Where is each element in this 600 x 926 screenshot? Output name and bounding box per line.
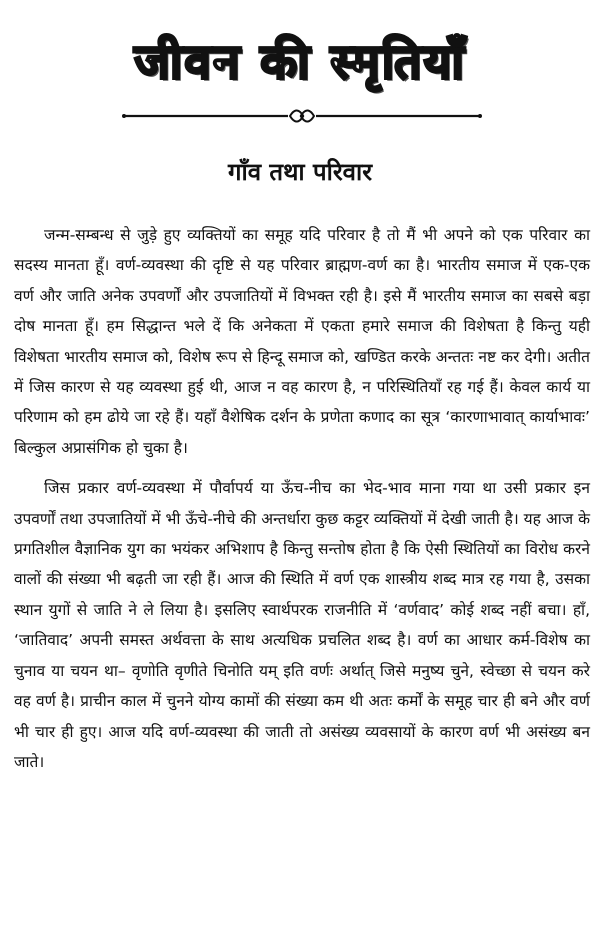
paragraph: जिस प्रकार वर्ण-व्यवस्था में पौर्वापर्य या ऊँच-नीच का भेद-भाव माना गया था उसी प्रकार इन उपवर्णों तथा उपजातियों में भी ऊँचे-नीचे की अन्तर्धारा कुछ कट्टर व्यक्तियों में देखी जाती है। यह आज के प्रगतिशील वैज्ञानिक युग का भयंकर अभिशाप है किन्तु सन्तोष होता है कि ऐसी स्थितियों का विरोध करने वालों की संख्या भी बढ़ती जा रही हैं। आज की स्थिति में वर्ण एक शास्त्रीय शब्द मात्र रह गया है, उसका स्थान युगों से जाति ने ले लिया है। इसलिए स्वार्थपरक राजनीति में ‘वर्णवाद’ कोई शब्द नहीं बचा। हाँ, ‘जातिवाद’ अपनी समस्त अर्थवत्ता के साथ अत्यधिक प्रचलित शब्द है। वर्ण का आधार कर्म-विशेष का चुनाव या चयन था– वृणोति वृणीते चिनोति यम् इति वर्णः अर्थात् जिसे मनुष्य चुने, स्वेच्छा से चयन करे वह वर्ण है। प्राचीन काल में चुनने योग्य कामों की संख्या कम थी अतः कर्मों के समूह चार ही बने और वर्ण भी चार ही हुए। आज यदि वर्ण-व्यवस्था की जाती तो असंख्य व्यवसायों के कारण वर्ण भी असंख्य बन जाते। <box>14 479 591 771</box>
chapter-title: जीवन की स्मृतियाँ <box>134 34 466 90</box>
body-text <box>14 220 590 777</box>
paragraph: जन्म-सम्बन्ध से जुड़े हुए व्यक्तियों का समूह यदि परिवार है तो मैं भी अपने को एक परिवार का सदस्य मानता हूँ। वर्ण-व्यवस्था की दृष्टि से यह परिवार ब्राह्मण-वर्ण का है। भारतीय समाज में एक-एक वर्ण और जाति अनेक उपवर्णों और उपजातियों में विभक्त रही है। इसे मैं भारतीय समाज का सबसे बड़ा दोष मानता हूँ। हम सिद्धान्त भले दें कि अनेकता में एकता हमारे समाज की विशेषता है किन्तु यही विशेषता भारतीय समाज को, विशेष रूप से हिन्दू समाज को, खण्डित करके अन्ततः नष्ट कर देगी। अतीत में जिस कारण से यह व्यवस्था हुई थी, आज न वह कारण है, न परिस्थितियाँ रह गई हैं। केवल कार्य या परिणाम को हम ढोये जा रहे हैं। यहाँ वैशेषिक दर्शन के प्रणेता कणाद का सूत्र ‘कारणाभावात् कार्याभावः’ बिल्कुल अप्रासंगिक हो चुका है। <box>14 226 590 457</box>
ornamental-divider-icon <box>120 104 484 128</box>
section-title: गाँव तथा परिवार <box>227 158 373 186</box>
